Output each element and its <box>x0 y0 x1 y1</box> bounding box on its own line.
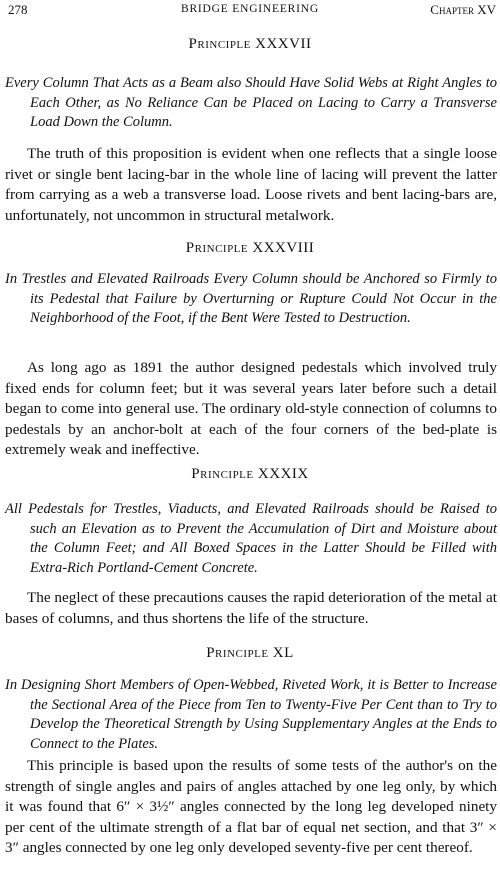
principle-statement: In Trestles and Elevated Railroads Every Column should be Anchored so Firmly to its Pedestal that Failure by Overturning or Rupture Could Not Occur in the Neighborhood of the Foot, if the Bent Were Tested to Destruction. <box>5 271 497 326</box>
principle-xxxix-section <box>0 466 500 483</box>
principle-explanation: This principle is based upon the results of some tests of the author's on the strength of single angles and pairs of angles attached by one leg only, by which it was found that 6″ × 3½″ angles connected by the long leg developed ninety per cent of the ultimate strength of a flat bar of equal net section, and that 3″ × 3″ angles connected by one leg only developed seventy-five per cent thereof. <box>5 757 497 857</box>
principle-explanation: As long ago as 1891 the author designed pedestals which involved truly fixed ends for column feet; but it was several years later before such a detail began to come into general use. The ordinary old-style connection of columns to pedestals by an anchor-bolt at each of the four corners of the bed-plate is extremely weak and ineffective. <box>5 359 497 459</box>
page-number: 278 <box>8 2 28 17</box>
principle-xl-section <box>0 645 500 662</box>
principle-statement: In Designing Short Members of Open-Webbed, Riveted Work, it is Better to Increase the Sectional Area of the Piece from Ten to Twenty-Five Per Cent than to Try to Develop the Theoretical Strength by Using Supplementary Angles at the Ends to Connect to the Plates. <box>5 677 497 752</box>
running-header <box>0 2 500 22</box>
principle-xxxvii-section <box>0 36 500 53</box>
principle-statement: All Pedestals for Trestles, Viaducts, and Elevated Railroads should be Raised to such an Elevation as to Prevent the Accumulation of Dirt and Moisture about the Column Feet; and All Boxed Spaces in the Latter Should be Filled with Extra-Rich Portland-Cement Concrete. <box>5 501 497 576</box>
chapter-label: Chapter XV <box>430 2 496 17</box>
principle-explanation: The truth of this proposition is evident when one reflects that a single loose rivet or single bent lacing-bar in the whole line of lacing will prevent the latter from carrying as a web a transverse load. Loose rivets and bent lacing-bars are, unfortunately, not uncommon in structural metalwork. <box>5 145 497 224</box>
principle-statement: Every Column That Acts as a Beam also Should Have Solid Webs at Right Angles to Each Other, as No Reliance Can be Placed on Lacing to Carry a Transverse Load Down the Column. <box>5 75 497 130</box>
principle-explanation: The neglect of these precautions causes the rapid deterioration of the metal at bases of columns, and thus shortens the life of the structure. <box>5 589 497 627</box>
principle-heading: Principle XXXVIII <box>185 240 315 256</box>
principle-heading: Principle XXXIX <box>191 466 309 482</box>
book-title: BRIDGE ENGINEERING <box>180 3 319 15</box>
principle-heading: Principle XXXVII <box>188 36 312 52</box>
principle-xxxviii-section <box>0 240 500 257</box>
principle-heading: Principle XL <box>206 645 294 661</box>
